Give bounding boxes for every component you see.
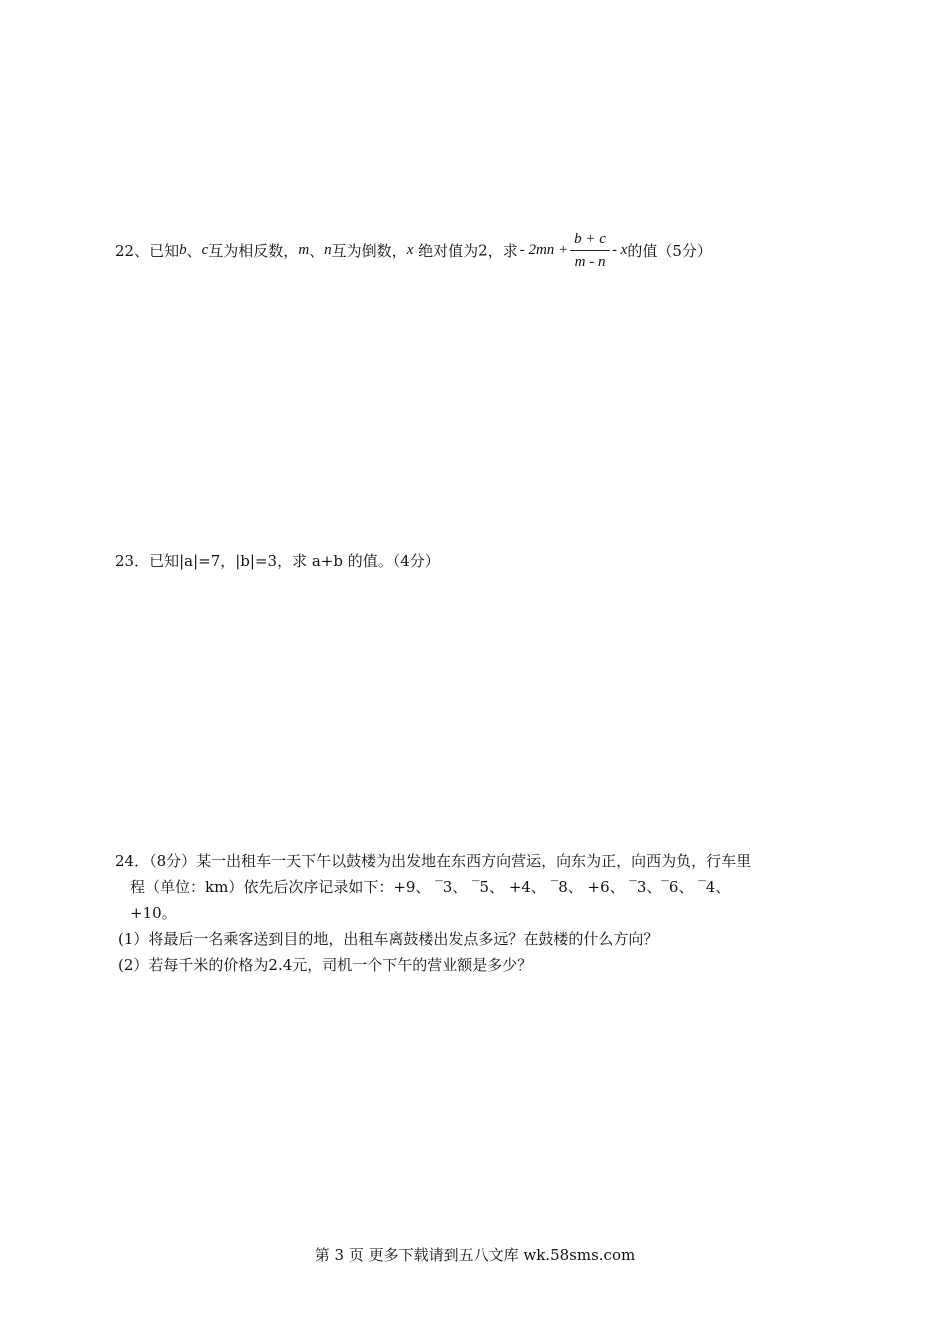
q22-var-c: c xyxy=(201,242,209,258)
q22-number: 22、 xyxy=(115,242,150,260)
q22-fraction-numerator: b + c xyxy=(570,228,610,251)
q22-var-m: m xyxy=(298,242,310,258)
q22-expression-tail: - x xyxy=(611,242,628,258)
q22-fraction xyxy=(570,228,610,273)
question-24-line-3: +10。 xyxy=(130,904,177,922)
question-24-subquestion-1: (1）将最后一名乘客送到目的地，出租车离鼓楼出发点多远？在鼓楼的什么方向？ xyxy=(118,930,659,948)
q22-var-n: n xyxy=(324,242,332,258)
question-23: 23．已知|a|=7，|b|=3，求 a+b 的值。（4分） xyxy=(115,552,440,570)
question-24-line-1: 24．（8分）某一出租车一天下午以鼓楼为出发地在东西方向营运，向东为正，向西为负，行车里 xyxy=(115,852,752,870)
question-24-line-2: 程（单位：km）依先后次序记录如下：+9、 ‾3、 ‾5、 +4、 ‾8、 +6、 ‾3、‾6、 ‾4、 xyxy=(130,878,731,896)
q22-number-two: 2 xyxy=(478,241,488,260)
page-footer: 第 3 页 更多下载请到五八文库 wk.58sms.com xyxy=(314,1246,636,1264)
q22-var-x: x xyxy=(406,242,414,258)
q22-sep-1: 、 xyxy=(186,242,202,260)
q22-text-6: 的值（5分） xyxy=(627,242,712,260)
q22-var-b: b xyxy=(179,242,187,258)
q22-text-4: 绝对值为 xyxy=(413,242,479,260)
q22-text-3: 互为倒数， xyxy=(331,242,407,260)
q22-expression-lead: - 2mn + xyxy=(519,242,569,258)
q22-fraction-denominator: m - n xyxy=(574,254,606,270)
q22-text-2: 互为相反数， xyxy=(208,242,299,260)
q22-text-5: ，求 xyxy=(487,242,518,260)
question-22 xyxy=(115,228,712,278)
q22-text-1: 已知 xyxy=(149,242,180,260)
q22-sep-2: 、 xyxy=(309,242,325,260)
question-24-subquestion-2: (2）若每千米的价格为2.4元，司机一个下午的营业额是多少？ xyxy=(118,956,533,974)
